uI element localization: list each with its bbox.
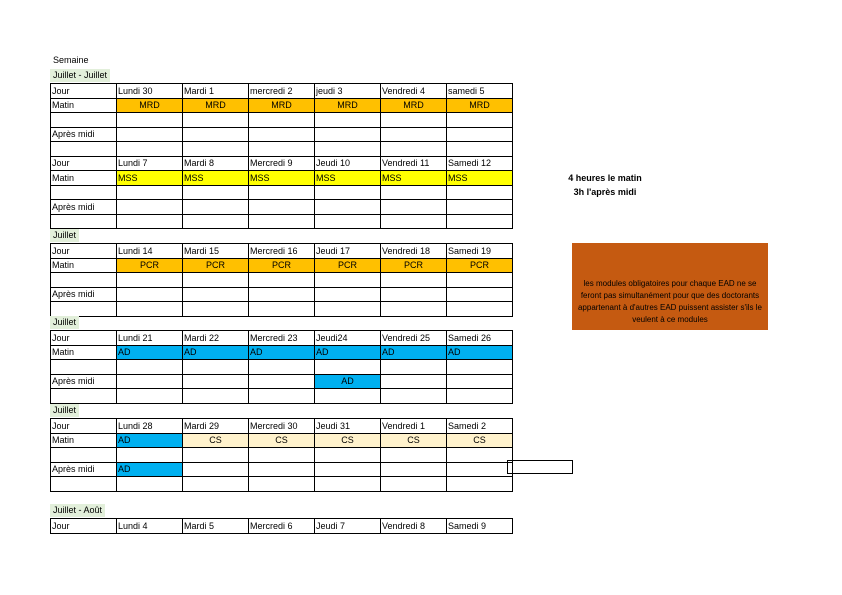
page-title: Semaine — [53, 55, 89, 65]
row-label-jour: Jour — [51, 331, 117, 346]
day-cell[interactable]: Lundi 21 — [117, 331, 183, 346]
module-cell[interactable]: CS — [447, 433, 513, 448]
day-cell[interactable]: Mardi 29 — [183, 419, 249, 434]
row-label-matin: Matin — [51, 258, 117, 273]
module-cell[interactable]: MSS — [315, 171, 381, 186]
module-cell[interactable]: AD — [447, 345, 513, 360]
week-table-6 — [50, 518, 513, 534]
afternoon-cell[interactable] — [447, 200, 513, 215]
module-cell[interactable]: PCR — [447, 258, 513, 273]
module-cell[interactable]: PCR — [249, 258, 315, 273]
afternoon-cell[interactable] — [447, 462, 513, 477]
day-cell[interactable]: Mercredi 23 — [249, 331, 315, 346]
day-cell[interactable]: Vendredi 25 — [381, 331, 447, 346]
empty-row — [51, 360, 513, 375]
day-row — [51, 84, 513, 99]
module-cell[interactable]: AD — [381, 345, 447, 360]
note-afternoon-hours: 3h l'après midi — [573, 187, 637, 197]
day-cell[interactable]: samedi 5 — [447, 84, 513, 99]
modules-note-box: les modules obligatoires pour chaque EAD ne se feront pas simultanément pour que des doctorants appartenant à d'autres EAD puissent assister s'ils le veulent à ce modules — [572, 243, 768, 330]
afternoon-cell[interactable] — [117, 287, 183, 302]
row-label-jour: Jour — [51, 156, 117, 171]
module-cell[interactable]: CS — [381, 433, 447, 448]
empty-row — [51, 214, 513, 229]
day-cell[interactable]: Samedi 9 — [447, 519, 513, 534]
day-cell[interactable]: Jeudi24 — [315, 331, 381, 346]
day-cell[interactable]: Mercredi 16 — [249, 244, 315, 259]
afternoon-cell[interactable] — [447, 287, 513, 302]
day-cell[interactable]: Samedi 19 — [447, 244, 513, 259]
week-label: Juillet — [50, 229, 79, 242]
matin-row — [51, 433, 513, 448]
module-cell[interactable]: CS — [315, 433, 381, 448]
row-label-matin: Matin — [51, 171, 117, 186]
afternoon-cell[interactable] — [381, 287, 447, 302]
row-label-matin: Matin — [51, 433, 117, 448]
day-cell[interactable]: Lundi 7 — [117, 156, 183, 171]
module-cell[interactable]: AD — [249, 345, 315, 360]
apres-midi-row — [51, 462, 513, 477]
module-cell[interactable]: AD — [183, 345, 249, 360]
day-cell[interactable]: Mardi 1 — [183, 84, 249, 99]
module-cell[interactable]: MSS — [183, 171, 249, 186]
afternoon-cell[interactable] — [249, 127, 315, 142]
row-label-apres-midi: Après midi — [51, 374, 117, 389]
day-cell[interactable]: Lundi 14 — [117, 244, 183, 259]
day-cell[interactable]: Mardi 5 — [183, 519, 249, 534]
row-label-apres-midi: Après midi — [51, 200, 117, 215]
empty-row — [51, 302, 513, 317]
day-cell[interactable]: Jeudi 7 — [315, 519, 381, 534]
week-label: Juillet — [50, 316, 79, 329]
module-cell[interactable]: MSS — [447, 171, 513, 186]
empty-row — [51, 142, 513, 157]
afternoon-cell[interactable] — [315, 200, 381, 215]
afternoon-cell[interactable] — [183, 127, 249, 142]
day-row — [51, 244, 513, 259]
module-cell[interactable]: MRD — [183, 98, 249, 113]
afternoon-cell[interactable] — [183, 200, 249, 215]
empty-row — [51, 448, 513, 463]
module-cell[interactable]: CS — [249, 433, 315, 448]
afternoon-cell[interactable] — [183, 462, 249, 477]
row-label-apres-midi: Après midi — [51, 127, 117, 142]
module-cell[interactable]: MRD — [315, 98, 381, 113]
day-cell[interactable]: Samedi 26 — [447, 331, 513, 346]
extra-empty-cell — [507, 460, 573, 474]
module-cell[interactable]: PCR — [183, 258, 249, 273]
module-cell[interactable]: AD — [117, 462, 183, 477]
matin-row — [51, 258, 513, 273]
afternoon-cell[interactable] — [249, 462, 315, 477]
day-cell[interactable]: Mardi 22 — [183, 331, 249, 346]
day-cell[interactable]: Lundi 30 — [117, 84, 183, 99]
empty-row — [51, 113, 513, 128]
week-table-3 — [50, 243, 513, 317]
apres-midi-row — [51, 200, 513, 215]
note-morning-hours: 4 heures le matin — [568, 173, 642, 183]
week-table-5 — [50, 418, 513, 492]
module-cell[interactable]: PCR — [381, 258, 447, 273]
row-label-apres-midi: Après midi — [51, 462, 117, 477]
week-label: Juillet - Juillet — [50, 69, 110, 82]
day-cell[interactable]: Vendredi 18 — [381, 244, 447, 259]
day-cell[interactable]: Jeudi 10 — [315, 156, 381, 171]
module-cell[interactable]: AD — [315, 374, 381, 389]
afternoon-cell[interactable] — [381, 462, 447, 477]
module-cell[interactable]: MRD — [117, 98, 183, 113]
afternoon-cell[interactable] — [381, 374, 447, 389]
afternoon-cell[interactable] — [117, 200, 183, 215]
module-cell[interactable]: AD — [315, 345, 381, 360]
apres-midi-row — [51, 287, 513, 302]
row-label-jour: Jour — [51, 419, 117, 434]
week-table-4 — [50, 330, 513, 404]
day-cell[interactable]: Vendredi 11 — [381, 156, 447, 171]
day-row — [51, 156, 513, 171]
day-cell[interactable]: Mardi 8 — [183, 156, 249, 171]
row-label-matin: Matin — [51, 345, 117, 360]
matin-row — [51, 345, 513, 360]
module-cell[interactable]: PCR — [117, 258, 183, 273]
matin-row — [51, 98, 513, 113]
week-label: Juillet — [50, 404, 79, 417]
week-label: Juillet - Août — [50, 504, 105, 517]
row-label-matin: Matin — [51, 98, 117, 113]
row-label-jour: Jour — [51, 84, 117, 99]
day-cell[interactable]: Vendredi 1 — [381, 419, 447, 434]
empty-row — [51, 185, 513, 200]
day-cell[interactable]: Samedi 12 — [447, 156, 513, 171]
empty-row — [51, 389, 513, 404]
afternoon-cell[interactable] — [381, 200, 447, 215]
day-cell[interactable]: Mercredi 30 — [249, 419, 315, 434]
module-cell[interactable]: MSS — [117, 171, 183, 186]
day-cell[interactable]: Vendredi 4 — [381, 84, 447, 99]
afternoon-cell[interactable] — [183, 374, 249, 389]
afternoon-cell[interactable] — [315, 287, 381, 302]
day-cell[interactable]: Vendredi 8 — [381, 519, 447, 534]
afternoon-cell[interactable] — [249, 374, 315, 389]
day-cell[interactable]: Lundi 28 — [117, 419, 183, 434]
apres-midi-row — [51, 374, 513, 389]
afternoon-cell[interactable] — [315, 127, 381, 142]
afternoon-cell[interactable] — [315, 462, 381, 477]
matin-row — [51, 171, 513, 186]
module-cell[interactable]: MRD — [381, 98, 447, 113]
module-cell[interactable]: PCR — [315, 258, 381, 273]
day-cell[interactable]: Mardi 15 — [183, 244, 249, 259]
module-cell[interactable]: MRD — [447, 98, 513, 113]
apres-midi-row — [51, 127, 513, 142]
day-row — [51, 519, 513, 534]
row-label-jour: Jour — [51, 519, 117, 534]
day-cell[interactable]: Mercredi 6 — [249, 519, 315, 534]
afternoon-cell[interactable] — [249, 200, 315, 215]
module-cell[interactable]: MSS — [381, 171, 447, 186]
afternoon-cell[interactable] — [381, 127, 447, 142]
empty-row — [51, 273, 513, 288]
module-cell[interactable]: AD — [117, 433, 183, 448]
afternoon-cell[interactable] — [447, 127, 513, 142]
day-row — [51, 419, 513, 434]
empty-row — [51, 477, 513, 492]
week-table-1 — [50, 83, 513, 229]
afternoon-cell[interactable] — [249, 287, 315, 302]
afternoon-cell[interactable] — [183, 287, 249, 302]
module-cell[interactable]: AD — [117, 345, 183, 360]
module-cell[interactable]: MSS — [249, 171, 315, 186]
day-cell[interactable]: mercredi 2 — [249, 84, 315, 99]
module-cell[interactable]: MRD — [249, 98, 315, 113]
afternoon-cell[interactable] — [117, 127, 183, 142]
day-cell[interactable]: Lundi 4 — [117, 519, 183, 534]
module-cell[interactable]: CS — [183, 433, 249, 448]
day-cell[interactable]: jeudi 3 — [315, 84, 381, 99]
day-cell[interactable]: Samedi 2 — [447, 419, 513, 434]
day-cell[interactable]: Mercredi 9 — [249, 156, 315, 171]
afternoon-cell[interactable] — [117, 374, 183, 389]
day-row — [51, 331, 513, 346]
day-cell[interactable]: Jeudi 31 — [315, 419, 381, 434]
row-label-jour: Jour — [51, 244, 117, 259]
row-label-apres-midi: Après midi — [51, 287, 117, 302]
day-cell[interactable]: Jeudi 17 — [315, 244, 381, 259]
afternoon-cell[interactable] — [447, 374, 513, 389]
